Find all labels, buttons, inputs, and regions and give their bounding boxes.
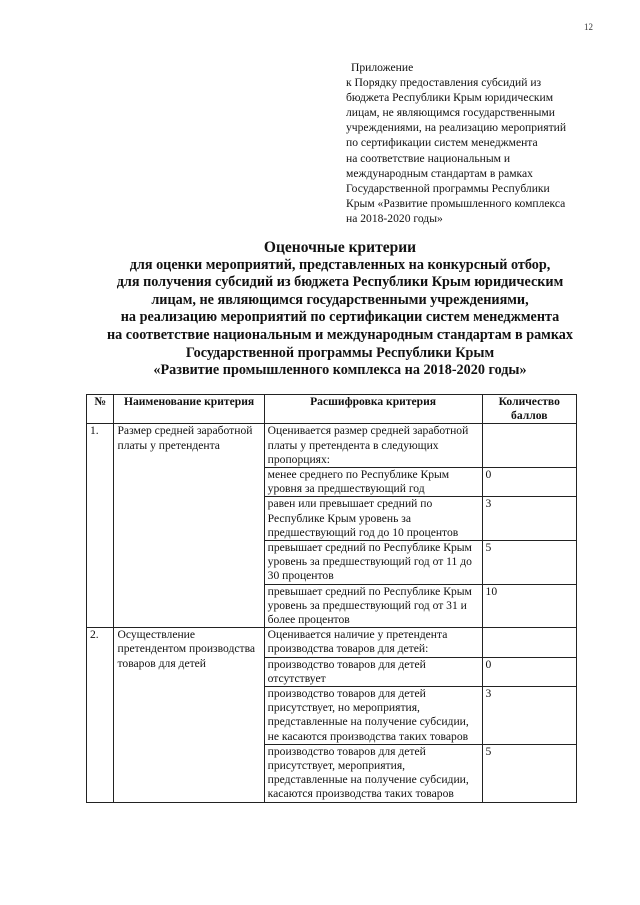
title-line: «Развитие промышленного комплекса на 2018-2020 годы» — [153, 362, 527, 379]
criterion-num: 1. — [87, 424, 114, 628]
page-number: 12 — [584, 22, 593, 32]
criterion-intro: Оценивается наличие у претендента производства товаров для детей: — [264, 628, 482, 657]
appendix-line: учреждениями, на реализацию мероприятий — [346, 121, 567, 135]
appendix-line: Приложение — [351, 61, 414, 74]
option-points: 0 — [482, 468, 576, 497]
appendix-line: к Порядку предоставления субсидий из — [346, 76, 542, 90]
appendix-line: на 2018-2020 годы» — [346, 211, 443, 225]
criterion-name: Осуществление претендентом производства товаров для детей — [114, 628, 264, 802]
appendix-line: Крым «Развитие промышленного комплекса — [346, 196, 566, 210]
appendix-line: по сертификации систем менеджмента — [346, 136, 538, 150]
appendix-line: Государственной программы Республики — [346, 181, 550, 195]
table-row — [87, 628, 577, 657]
option-points: 5 — [482, 541, 576, 585]
criterion-intro: Оценивается размер средней заработной платы у претендента в следующих пропорциях: — [264, 424, 482, 468]
option-text: равен или превышает средний по Республике Крым уровень за предшествующий год до 10 процентов — [264, 497, 482, 541]
header-points: Количество баллов — [482, 395, 576, 424]
appendix-line: лицам, не являющимся государственными — [346, 106, 555, 120]
title-line: для оценки мероприятий, представленных на конкурсный отбор, — [129, 256, 551, 273]
points-cell — [482, 424, 576, 468]
option-text: производство товаров для детей отсутствует — [264, 657, 482, 686]
document-title — [40, 239, 640, 380]
option-points: 3 — [482, 497, 576, 541]
table-header-row — [87, 395, 577, 424]
option-points: 0 — [482, 657, 576, 686]
option-text: менее среднего по Республике Крым уровня за предшествующий год — [264, 468, 482, 497]
title-line: на соответствие национальным и международным стандартам в рамках — [106, 326, 573, 343]
header-num: № — [87, 395, 114, 424]
option-points: 3 — [482, 687, 576, 745]
criterion-name: Размер средней заработной платы у претендента — [114, 424, 264, 628]
title-line: для получения субсидий из бюджета Республики Крым юридическим — [116, 274, 564, 291]
option-points: 5 — [482, 744, 576, 802]
points-cell — [482, 628, 576, 657]
appendix-note — [346, 60, 616, 226]
title-line: лицам, не являющимся государственными учреждениями, — [151, 291, 529, 308]
table-row — [87, 424, 577, 468]
option-text: превышает средний по Республике Крым уровень за предшествующий год от 31 и более процентов — [264, 584, 482, 628]
option-text: превышает средний по Республике Крым уровень за предшествующий год от 11 до 30 процентов — [264, 541, 482, 585]
criteria-table — [86, 394, 577, 803]
appendix-line: международным стандартам в рамках — [346, 166, 533, 180]
title-line: на реализацию мероприятий по сертификации систем менеджмента — [120, 309, 560, 326]
appendix-line: бюджета Республики Крым юридическим — [346, 91, 554, 105]
title-line: Государственной программы Республики Крым — [185, 344, 495, 361]
option-text: производство товаров для детей присутствует, мероприятия, представленные на получение субсидии, касаются производства таких товаров — [264, 744, 482, 802]
title-heading: Оценочные критерии — [263, 239, 417, 256]
header-description: Расшифровка критерия — [264, 395, 482, 424]
appendix-line: на соответствие национальным и — [346, 151, 511, 165]
option-text: производство товаров для детей присутствует, но мероприятия, представленные на получение субсидии, не касаются производства таких товаров — [264, 687, 482, 745]
criterion-num: 2. — [87, 628, 114, 802]
header-name: Наименование критерия — [114, 395, 264, 424]
option-points: 10 — [482, 584, 576, 628]
